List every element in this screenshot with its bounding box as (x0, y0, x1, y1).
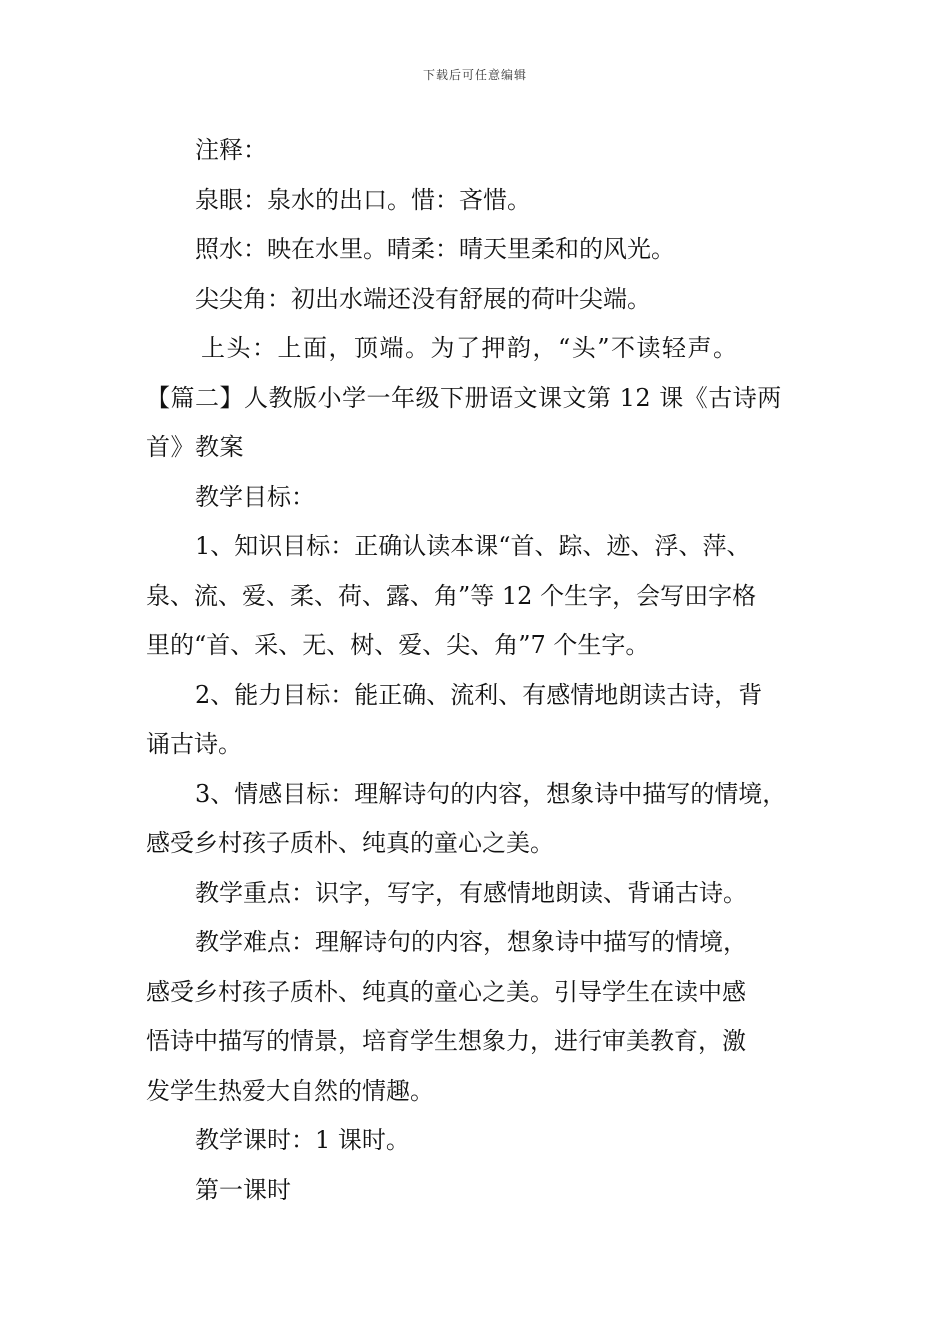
paragraph-annotation-zhaoshui: 照水：映在水里。晴柔：晴天里柔和的风光。 (195, 235, 675, 263)
section-heading-line-1: 【篇二】人教版小学一年级下册语文课文第 12 课《古诗两 (146, 383, 782, 412)
teaching-goals-title: 教学目标： (195, 482, 315, 511)
paragraph-annotation-title: 注释： (195, 136, 267, 164)
section-heading-line-2: 首》教案 (146, 433, 244, 461)
teaching-difficulty-line-4: 发学生热爱大自然的情趣。 (146, 1076, 434, 1105)
teaching-difficulty-line-3: 悟诗中描写的情景，培育学生想象力，进行审美教育，激 (146, 1027, 746, 1055)
teaching-focus: 教学重点：识字，写字，有感情地朗读、背诵古诗。 (195, 878, 747, 907)
goal-emotion-line-1: 3、情感目标：理解诗句的内容，想象诗中描写的情境， (195, 779, 787, 808)
first-lesson-title: 第一课时 (195, 1175, 291, 1204)
paragraph-annotation-shangtou: 上头：上面，顶端。为了押韵，“头”不读轻声。 (201, 334, 739, 362)
document-body (146, 126, 836, 1215)
goal-knowledge-line-2: 泉、流、爱、柔、荷、露、角”等 12 个生字，会写田字格 (146, 581, 757, 610)
teaching-difficulty-line-1: 教学难点：理解诗句的内容，想象诗中描写的情境， (195, 928, 747, 956)
goal-knowledge-line-1: 1、知识目标：正确认读本课“首、踪、迹、浮、萍、 (195, 532, 751, 560)
teaching-hours: 教学课时：1 课时。 (195, 1126, 410, 1154)
paragraph-annotation-quanyan: 泉眼：泉水的出口。惜：吝惜。 (195, 185, 531, 214)
goal-ability-line-2: 诵古诗。 (146, 730, 242, 758)
goal-emotion-line-2: 感受乡村孩子质朴、纯真的童心之美。 (146, 829, 554, 857)
paragraph-annotation-jianjianjiao: 尖尖角：初出水端还没有舒展的荷叶尖端。 (195, 284, 651, 313)
header-note: 下载后可任意编辑 (422, 68, 527, 82)
teaching-difficulty-line-2: 感受乡村孩子质朴、纯真的童心之美。引导学生在读中感 (146, 977, 746, 1006)
goal-ability-line-1: 2、能力目标：能正确、流利、有感情地朗读古诗，背 (195, 680, 763, 709)
goal-knowledge-line-3: 里的“首、采、无、树、爱、尖、角”7 个生字。 (146, 631, 650, 659)
